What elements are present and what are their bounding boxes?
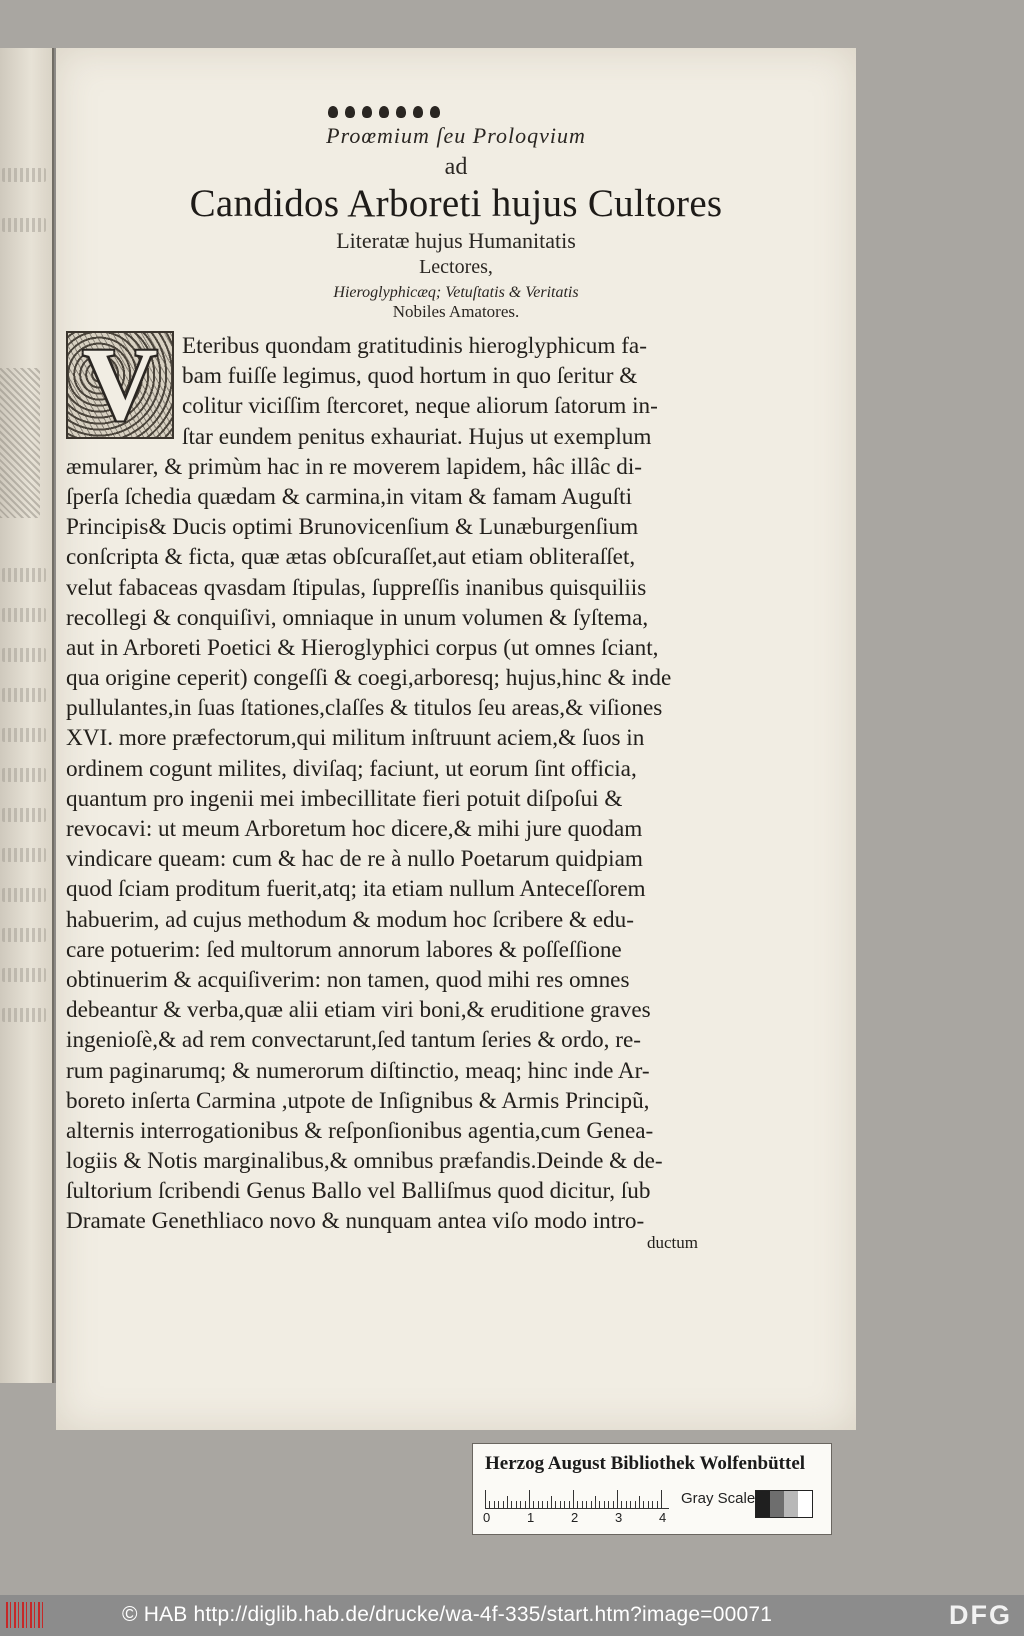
ruler-tick bbox=[577, 1501, 578, 1508]
head-ornament bbox=[328, 103, 440, 121]
ruler-number: 1 bbox=[527, 1510, 535, 1525]
text-line: XVI. more præfectorum,qui militum inſtruunt aciem,& ſuos in bbox=[66, 725, 645, 752]
text-line: velut fabaceas qvasdam ſtipulas, ſuppreſſis inanibus quisquiliis bbox=[66, 574, 647, 601]
text-line: quantum pro ingenii mei imbecillitate fieri potuit diſpoſui & bbox=[66, 785, 623, 812]
ruler-tick bbox=[586, 1501, 587, 1508]
facing-text-fragment bbox=[2, 848, 46, 862]
proemium-heading: Proœmium ſeu Proloqvium bbox=[326, 123, 586, 148]
ruler-tick bbox=[555, 1501, 556, 1508]
gray-scale-strip bbox=[755, 1490, 813, 1518]
ruler-tick bbox=[511, 1501, 512, 1508]
text-line: obtinuerim & acquiſiverim: non tamen, quod mihi res omnes bbox=[66, 966, 630, 993]
text-line: care potuerim: ſed multorum annorum labores & poſſeſſione bbox=[66, 936, 622, 963]
facing-text-fragment bbox=[2, 1008, 46, 1022]
card-title: Herzog August Bibliothek Wolfenbüttel bbox=[485, 1453, 806, 1474]
text-line: alternis interrogationibus & reſponſionibus agentia,cum Genea- bbox=[66, 1117, 654, 1144]
subtitle-amatores: Nobiles Amatores. bbox=[392, 302, 520, 321]
page-title: Candidos Arboreti hujus Cultores bbox=[189, 182, 723, 225]
ruler-tick bbox=[652, 1501, 653, 1508]
initial-letter: V bbox=[82, 327, 158, 442]
ruler-tick bbox=[630, 1501, 631, 1508]
ruler-tick bbox=[494, 1501, 495, 1508]
facing-text-fragment bbox=[2, 888, 46, 902]
ruler-tick bbox=[525, 1501, 526, 1508]
text-line: bam fuiſſe legimus, quod hortum in quo ſeritur & bbox=[182, 363, 638, 390]
text-line: habuerim, ad cujus methodum & modum hoc ſcribere & edu- bbox=[66, 906, 634, 933]
text-line: qua origine ceperit) congeſſi & coegi,arboresq; hujus,hinc & inde bbox=[66, 665, 672, 692]
gray-scale-label: Gray Scale bbox=[681, 1490, 756, 1507]
text-line: boreto inſerta Carmina ,utpote de Inſignibus & Armis Principũ, bbox=[66, 1087, 650, 1114]
text-line: ingenioſè,& ad rem convectarunt,ſed tantum ſeries & ordo, re- bbox=[66, 1027, 641, 1054]
ruler-tick bbox=[542, 1501, 543, 1508]
ruler-tick bbox=[485, 1490, 486, 1508]
text-line: pullulantes,in ſuas ſtationes,claſſes & titulos ſeu areas,& viſiones bbox=[66, 695, 663, 722]
ruler-number: 0 bbox=[483, 1510, 491, 1525]
ruler-tick bbox=[569, 1501, 570, 1508]
dfg-logo: DFG bbox=[949, 1600, 1012, 1630]
text-line: Principis& Ducis optimi Brunovicenſium & Lunæburgenſium bbox=[66, 514, 639, 541]
ruler-tick bbox=[573, 1490, 574, 1508]
subtitle-hieroglyphicae: Hieroglyphicæq; Vetuſtatis & Veritatis bbox=[333, 284, 579, 301]
ruler-tick bbox=[547, 1501, 548, 1508]
ruler-tick bbox=[516, 1501, 517, 1508]
gray-swatch bbox=[798, 1491, 812, 1517]
ruler bbox=[485, 1488, 669, 1509]
catchword: ductum bbox=[647, 1233, 698, 1252]
subtitle-lectores: Lectores, bbox=[419, 256, 493, 278]
text-line: debeantur & verba,quæ alii etiam viri boni,& eruditione graves bbox=[66, 997, 651, 1024]
ruler-tick bbox=[608, 1501, 609, 1508]
text-line: logiis & Notis marginalibus,& omnibus præfandis.Deinde & de- bbox=[66, 1148, 663, 1175]
facing-text-fragment bbox=[2, 768, 46, 782]
ruler-tick bbox=[657, 1501, 658, 1508]
facing-text-fragment bbox=[2, 968, 46, 982]
ruler-tick bbox=[498, 1501, 499, 1508]
facing-text-fragment bbox=[2, 928, 46, 942]
ruler-tick bbox=[617, 1490, 618, 1508]
ruler-tick bbox=[639, 1496, 640, 1508]
text-line: quod ſciam proditum fuerit,atq; ita etiam nullum Anteceſſorem bbox=[66, 876, 646, 903]
text-line: colitur viciſſim ſtercoret, neque aliorum ſatorum in- bbox=[182, 393, 658, 420]
text-line: revocavi: ut meum Arboretum hoc dicere,& mihi jure quodam bbox=[66, 816, 643, 842]
facing-woodcut bbox=[0, 368, 40, 518]
ruler-tick bbox=[648, 1501, 649, 1508]
book-page bbox=[56, 48, 856, 1430]
text-line: ſperſa ſchedia quædam & carmina,in vitam & famam Auguſti bbox=[66, 483, 633, 510]
text-line: recollegi & conquiſivi, omniaque in unum volumen & ſyſtema, bbox=[66, 604, 649, 631]
color-reference-card bbox=[472, 1443, 832, 1535]
ruler-tick bbox=[635, 1501, 636, 1508]
footer-copyright-url[interactable]: © HAB http://diglib.hab.de/drucke/wa-4f-335/start.htm?image=00071 bbox=[122, 1603, 773, 1626]
body-text bbox=[66, 327, 698, 1237]
ruler-numbers bbox=[483, 1510, 683, 1526]
text-line: conſcripta & ficta, quæ ætas obſcuraſſet,aut etiam obliteraſſet, bbox=[66, 544, 636, 571]
facing-text-fragment bbox=[2, 218, 46, 232]
text-line: vindicare queam: cum & hac de re à nullo Poetarum quidpiam bbox=[66, 846, 643, 873]
facing-text-fragment bbox=[2, 568, 46, 582]
ruler-tick bbox=[643, 1501, 644, 1508]
ruler-tick bbox=[591, 1501, 592, 1508]
ruler-tick bbox=[626, 1501, 627, 1508]
gray-swatch bbox=[756, 1491, 770, 1517]
ruler-tick bbox=[564, 1501, 565, 1508]
ruler-tick bbox=[538, 1501, 539, 1508]
ruler-number: 4 bbox=[659, 1510, 667, 1525]
ruler-number: 3 bbox=[615, 1510, 623, 1525]
ruler-tick bbox=[661, 1490, 662, 1508]
ruler-tick bbox=[520, 1501, 521, 1508]
facing-page bbox=[0, 48, 54, 1383]
ruler-tick bbox=[533, 1501, 534, 1508]
text-line: Eteribus quondam gratitudinis hieroglyphicum fa- bbox=[182, 333, 647, 359]
ruler-tick bbox=[582, 1501, 583, 1508]
text-line: ſultorium ſcribendi Genus Ballo vel Balliſmus quod dicitur, ſub bbox=[66, 1178, 651, 1205]
facing-text-fragment bbox=[2, 728, 46, 742]
facing-text-fragment bbox=[2, 648, 46, 662]
text-line: æmularer, & primùm hac in re moverem lapidem, hâc illâc di- bbox=[66, 453, 642, 480]
ruler-tick bbox=[604, 1501, 605, 1508]
ruler-tick bbox=[595, 1496, 596, 1508]
facing-text-fragment bbox=[2, 608, 46, 622]
text-line: ordinem cogunt milites, diviſaq; faciunt, ut eorum ſint officia, bbox=[66, 755, 637, 782]
text-line: Dramate Genethliaco novo & nunquam antea viſo modo intro- bbox=[66, 1208, 645, 1235]
facing-text-fragment bbox=[2, 688, 46, 702]
gray-swatch bbox=[770, 1491, 784, 1517]
text-line: aut in Arboreti Poetici & Hieroglyphici corpus (ut omnes ſciant, bbox=[66, 634, 659, 661]
ruler-tick bbox=[489, 1501, 490, 1508]
text-line: rum paginarumq; & numerorum diſtinctio, meaq; hinc inde Ar- bbox=[66, 1057, 650, 1084]
ruler-tick bbox=[613, 1501, 614, 1508]
ruler-number: 2 bbox=[571, 1510, 579, 1525]
gray-swatch bbox=[784, 1491, 798, 1517]
text-line: ſtar eundem penitus exhauriat. Hujus ut exemplum bbox=[182, 423, 652, 450]
ruler-tick bbox=[599, 1501, 600, 1508]
ruler-tick bbox=[621, 1501, 622, 1508]
heading-ad: ad bbox=[444, 154, 468, 180]
footer-bar bbox=[0, 1595, 1024, 1636]
ruler-tick bbox=[507, 1496, 508, 1508]
facing-text-fragment bbox=[2, 808, 46, 822]
ruler-tick bbox=[551, 1496, 552, 1508]
ruler-tick bbox=[529, 1490, 530, 1508]
facing-text-fragment bbox=[2, 168, 46, 182]
barcode-icon bbox=[6, 1602, 44, 1628]
ruler-tick bbox=[503, 1501, 504, 1508]
ruler-tick bbox=[560, 1501, 561, 1508]
subtitle-literatae: Literatæ hujus Humanitatis bbox=[336, 228, 576, 253]
